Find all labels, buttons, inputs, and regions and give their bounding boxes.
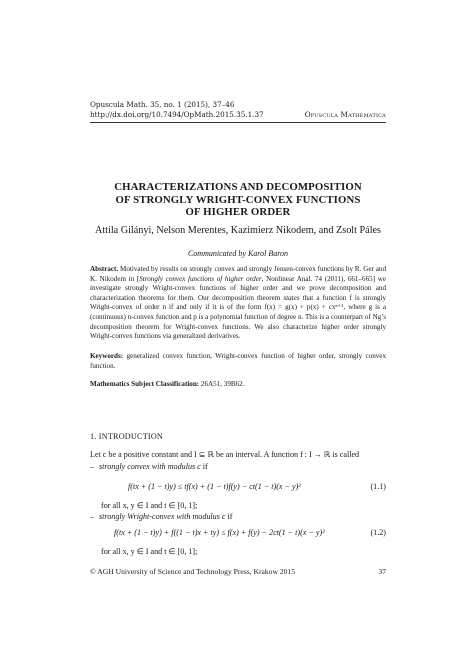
definition-item [90,511,386,522]
keywords-text: generalized convex function, Wright-convex function of higher order, strongly convex function. [90,352,386,370]
subject-classification [90,380,386,390]
equation-formula: f(tx + (1 − t)y) + f((1 − t)x + ty) ≤ f(x) + f(y) − 2ct(1 − t)(x − y)² [114,528,325,537]
keywords-label: Keywords: [90,352,124,360]
header-rule [90,122,386,123]
title-line: OF STRONGLY WRIGHT-CONVEX FUNCTIONS [115,193,361,206]
paper-title [80,181,396,219]
header-journal-name: Opuscula Mathematica [304,110,386,119]
equation-condition: for all x, y ∈ I and t ∈ [0, 1]; [101,547,198,556]
item-suffix: if [200,462,208,471]
item-dash: – [90,462,95,471]
abstract-label: Abstract. [90,265,119,273]
abstract-text: Motivated by results on strongly convex and strongly Jensen-convex functions by R. Ger and K. Nikodem in [ [90,265,386,283]
msc-text: 26A51, 39B62. [199,380,245,388]
title-line: OF HIGHER ORDER [185,206,291,219]
equation-number: (1.1) [370,482,386,491]
definition-item [90,461,386,472]
abstract-text: that a function f is strongly Wright-convex of order n if and only if it is of the form f(x) = g(x) + p(x) + cxⁿ⁺¹, where g is a (continuous) n-convex function and p is a polynomial function of degree n. This is a counterpart of Ng’s decomposition theorem for Wright-convex functions. We also characterize higher order strongly Wright-convex functions via generalized derivatives. [90,293,386,341]
equation-number: (1.2) [370,528,386,537]
item-label: strongly convex with modulus c [99,462,201,471]
abstract-text-emphasis: states [283,293,300,302]
page-footer [90,567,386,576]
item-suffix: if [225,512,233,521]
header-citation: Opuscula Math. 35, no. 1 (2015), 37–46 [90,100,235,109]
msc-label: Mathematics Subject Classification: [90,380,200,388]
page-number: 37 [378,567,386,576]
header-doi-link[interactable]: http://dx.doi.org/10.7494/OpMath.2015.35.1.37 [90,110,264,119]
equation-formula: f(tx + (1 − t)y) ≤ tf(x) + (1 − t)f(y) − ct(1 − t)(x − y)² [128,482,301,491]
section-heading: 1. INTRODUCTION [90,432,164,441]
title-line: CHARACTERIZATIONS AND DECOMPOSITION [114,181,362,193]
intro-paragraph: Let c be a positive constant and I ⊆ ℝ be an interval. A function f : I → ℝ is called [90,450,360,459]
header-doi-row [90,110,386,120]
equation-condition: for all x, y ∈ I and t ∈ [0, 1]; [101,501,198,510]
abstract-reference-title: Strongly convex functions of higher order [139,274,262,283]
keywords [90,352,386,371]
abstract [90,265,386,342]
footer-copyright: © AGH University of Science and Technology Press, Krakow 2015 [90,567,296,576]
item-label: strongly Wright-convex with modulus c [99,512,226,521]
authors: Attila Gilányi, Nelson Merentes, Kazimierz Nikodem, and Zsolt Páles [94,225,382,236]
abstract-text: , Nonlinear Anal. 74 (2011), 661–665] we investigate strongly Wright-convex functions of higher order and we prove decomposition and characterization theorems for them. Our decomposition theorem [90,274,386,302]
communicated-by: Communicated by Karol Baron [187,249,289,258]
item-dash: – [90,512,95,521]
